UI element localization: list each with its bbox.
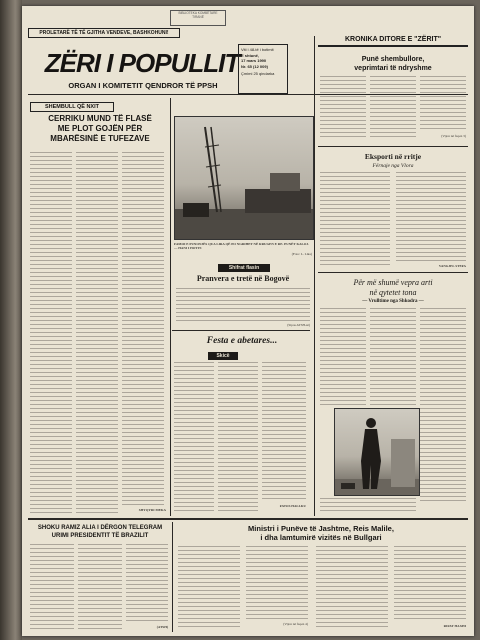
- left-column-3: [122, 152, 164, 506]
- eksporti-column-1: [320, 172, 390, 268]
- festa-column-3: [262, 362, 306, 502]
- eksporti-column-2: [396, 172, 466, 262]
- eksporti-author: VANGJEL STEFA: [438, 264, 466, 268]
- left-author: SHYQYRI MEKA: [138, 508, 166, 512]
- vepra-photo-caption: [320, 498, 416, 512]
- library-stamp: [170, 10, 226, 26]
- kronika-column-1: [320, 76, 366, 140]
- kronika-column-3: [420, 76, 466, 132]
- center-photo-caption: FAMOI E PUNONJËS QUA LIRA QË PO NGRIHET NË RRUGEN E RE. PUNËT KALOJ. — HANI I HOTIT.: [174, 242, 309, 251]
- eksporti-rule: [318, 146, 468, 147]
- bottom-center-column-1: [178, 546, 240, 630]
- bottom-left-credit: (ATSH): [156, 625, 168, 629]
- statue-photo-image: [335, 409, 419, 495]
- left-headline: [32, 114, 168, 144]
- vepra-subhead: — Vrulltime nga Shkodra —: [362, 299, 424, 304]
- bottom-center-column-2: [246, 546, 308, 620]
- bottom-center-headline-line: Ministri i Punëve të Jashtme, Reis Malile,: [248, 524, 394, 533]
- bottom-left-headline: [30, 524, 170, 540]
- masthead-subtitle: ORGAN I KOMITETIT QENDROR TË PPSH: [68, 81, 218, 90]
- column-rule-right: [314, 36, 315, 516]
- construction-photo: [174, 116, 314, 240]
- festa-author: FATOS HALLKU: [279, 504, 306, 508]
- festa-kicker: Skicë: [208, 352, 238, 360]
- bottom-left-headline-line: URIMI PRESIDENTIT TË BRAZILIT: [51, 533, 149, 539]
- binder-spine: [0, 0, 22, 640]
- left-headline-line: ME PLOT GOJËN PËR: [57, 124, 143, 133]
- bottom-left-headline-line: SHOKU RAMIZ ALIA I DËRGON TELEGRAM: [37, 525, 163, 531]
- left-column-2: [76, 152, 118, 514]
- vepra-rule: [318, 272, 468, 273]
- festa-headline: Festa e abetares...: [206, 336, 278, 346]
- masthead-slogan: PROLETARË TË TË GJITHA VENDEVE, BASHKOHUNI!: [28, 28, 180, 38]
- kronika-note: (Vijon në faqen 3): [441, 134, 466, 138]
- eksporti-headline: Eksporti në rritje: [364, 152, 422, 161]
- issue-year: Viti i 48-të i botimit: [241, 47, 274, 52]
- pranvera-body: [176, 288, 310, 322]
- bottom-left-column-1: [30, 544, 74, 630]
- vepra-column-1: [320, 308, 366, 406]
- bottom-column-rule: [172, 522, 173, 632]
- issue-date: 17 mars 1990: [241, 58, 267, 63]
- bottom-center-note: (Vijon në faqen 4): [283, 622, 308, 626]
- center-photo-credit: (Foto: L. Lika): [291, 252, 312, 256]
- kronika-headline: [318, 56, 468, 73]
- left-headline-line: MBARËSINË E TUFEZAVE: [50, 134, 150, 143]
- pranvera-credit: (Sipas ATSH-së): [287, 323, 310, 327]
- kronika-column-2: [370, 76, 416, 140]
- kronika-title: KRONIKA DITORE E "ZËRIT": [318, 36, 468, 47]
- pranvera-headline: Pranvera e tretë në Bogovë: [196, 274, 290, 283]
- column-rule: [170, 98, 171, 516]
- kronika-headline-line: veprimtari të ndryshme: [354, 64, 432, 72]
- festa-column-1: [174, 362, 214, 512]
- issue-weekday: E shtunë,: [241, 52, 260, 58]
- eksporti-subhead: Fërnaje nga Vlora: [372, 163, 414, 169]
- bottom-center-headline-line: i dha lamtumirë vizitës në Bullgari: [260, 533, 382, 542]
- bottom-left-column-2: [78, 544, 122, 630]
- vepra-column-2: [370, 308, 416, 406]
- issue-price: Çmimi 25 qindarka: [241, 71, 275, 76]
- newspaper-page: [22, 6, 474, 636]
- statue-photo: [334, 408, 420, 496]
- issue-number: Nr. 65 (12 009): [241, 63, 268, 69]
- bottom-right-author: RIFAT HAXHI: [443, 624, 466, 628]
- bottom-left-column-3: [126, 544, 168, 624]
- left-column-1: [30, 152, 72, 514]
- bottom-right-column-1: [316, 546, 388, 630]
- bottom-right-column-2: [394, 546, 466, 622]
- vepra-headline-line: Për më shumë vepra arti: [353, 278, 433, 287]
- festa-column-2: [218, 362, 258, 512]
- stamp-line: BIBLIOTEKA KOMBËTARE: [178, 11, 218, 15]
- bottom-rule: [28, 518, 468, 520]
- stamp-line: TIRANË: [192, 15, 204, 19]
- issue-info-box: [238, 44, 288, 94]
- construction-photo-image: [175, 117, 313, 239]
- left-headline-line: CERRIKU MUND TË FLASË: [48, 114, 152, 123]
- bottom-center-headline: [176, 524, 466, 542]
- vepra-column-3: [420, 308, 466, 504]
- kronika-headline-line: Punë shembullore,: [361, 56, 425, 63]
- left-kicker: SHEMBULL QË NXIT: [30, 102, 114, 112]
- vepra-headline: [318, 278, 468, 297]
- festa-rule: [172, 330, 310, 331]
- pranvera-kicker: Shifrat flasin: [218, 264, 270, 272]
- vepra-headline-line: në qytetet tona: [369, 287, 417, 297]
- masthead-title: ZËRI I POPULLIT: [44, 48, 240, 78]
